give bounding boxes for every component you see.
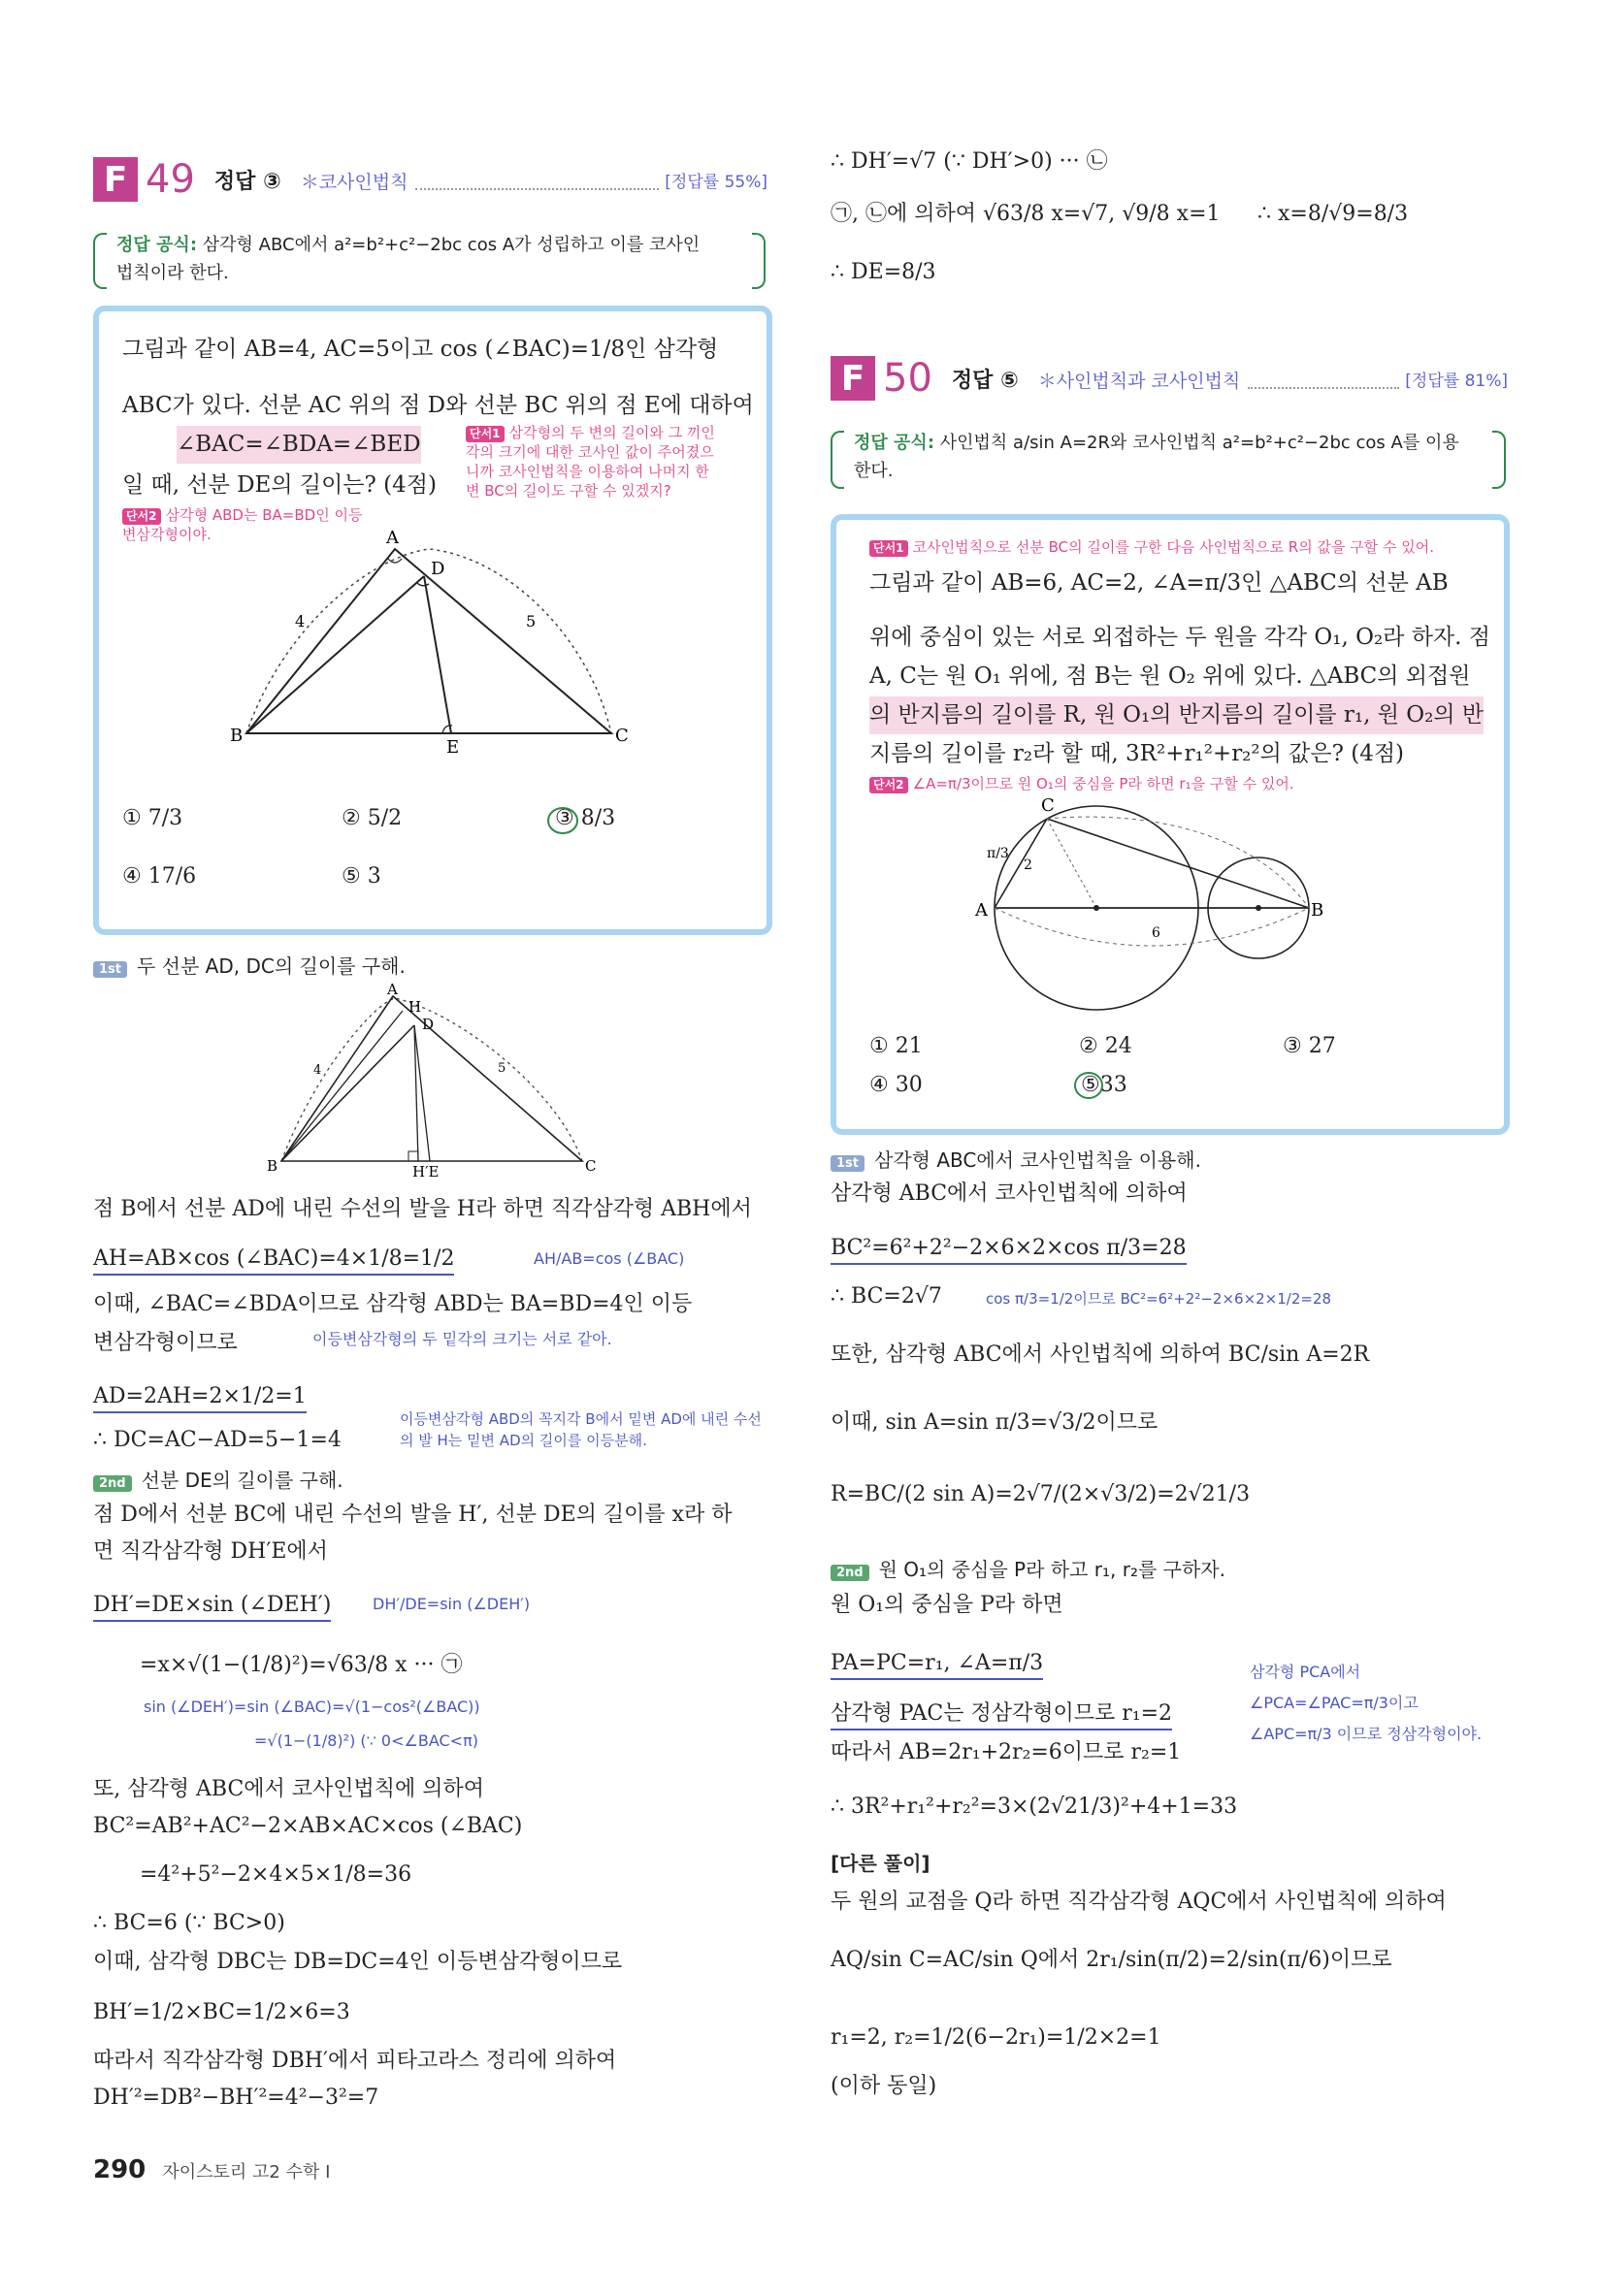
answer-check-mark (1071, 1069, 1110, 1102)
clue-1 (466, 423, 728, 501)
step-tag: 1st (93, 961, 127, 978)
formula-text-2: 법칙이라 한다. (116, 263, 229, 283)
clue-2-text: 삼각형 ABD는 BA=BD인 이등변삼각형이야. (122, 506, 363, 543)
topic-label: ＊코사인법칙 (300, 172, 408, 193)
formula-text: 삼각형 ABC에서 a²=b²+c²−2bc cos A가 성립하고 이를 코사인 (202, 235, 701, 255)
label-angle: π/3 (987, 846, 1009, 861)
clue-2-tag: 단서2 (122, 508, 161, 525)
problem-number: 49 (146, 157, 195, 202)
answer-label: 정답 ③ (213, 170, 281, 194)
question-line-2: ABC가 있다. 선분 AC 위의 점 D와 선분 BC 위의 점 E에 대하여 (122, 393, 754, 418)
solution-line: =4²+5²−2×4×5×1/8=36 (140, 1862, 412, 1887)
solution-line: (이하 동일) (831, 2074, 937, 2098)
solution-line: 또한, 삼각형 ABC에서 사인법칙에 의하여 BC/sin A=2R (831, 1342, 1370, 1367)
clue-1-tag: 단서1 (869, 540, 908, 557)
formula-bracket-right (1492, 431, 1506, 489)
question-line-4: 의 반지름의 길이를 R, 원 O₁의 반지름의 길이를 r₁, 원 O₂의 반 (869, 696, 1484, 734)
formula-text: 사인법칙 a/sin A=2R와 코사인법칙 a²=b²+c²−2bc cos A를 이용 (939, 433, 1459, 453)
label-H-prime-E: H′E (412, 1163, 440, 1180)
solution-line: PA=PC=r₁, ∠A=π/3 (831, 1649, 1043, 1680)
formula-note (854, 429, 1485, 485)
answer-label: 정답 ⑤ (951, 369, 1019, 393)
section-badge: F (93, 157, 138, 202)
page-footer (93, 2155, 330, 2184)
step-text: 삼각형 ABC에서 코사인법칙을 이용해. (874, 1148, 1201, 1172)
solution-line: 점 B에서 선분 AD에 내린 수선의 발을 H라 하면 직각삼각형 ABH에서 (93, 1197, 752, 1221)
question-line-1: 그림과 같이 AB=6, AC=2, ∠A=π/3인 △ABC의 선분 AB (869, 570, 1449, 596)
page-number: 290 (93, 2155, 147, 2184)
label-AC-length: 2 (1024, 857, 1032, 873)
solution-line: 면 직각삼각형 DH′E에서 (93, 1539, 328, 1564)
label-AC-length: 5 (526, 612, 537, 631)
solution-line: 삼각형 PAC는 정삼각형이므로 r₁=2 (831, 1699, 1172, 1730)
step-text: 선분 DE의 길이를 구해. (141, 1469, 343, 1492)
step-tag: 2nd (831, 1565, 869, 1581)
circles-figure-50 (967, 790, 1324, 1003)
solution-line: DH′²=DB²−BH′²=4²−3²=7 (93, 2086, 379, 2110)
solution-line: r₁=2, r₂=1/2(6−2r₁)=1/2×2=1 (831, 2025, 1161, 2050)
side-note: 이등변삼각형의 두 밑각의 크기는 서로 같아. (312, 1330, 612, 1348)
formula-text-2: 한다. (854, 461, 894, 481)
question-line-2: 위에 중심이 있는 서로 외접하는 두 원을 각각 O₁, O₂라 하자. 점 (869, 625, 1490, 650)
solution-line: 또, 삼각형 ABC에서 코사인법칙에 의하여 (93, 1777, 485, 1801)
option-5[interactable]: ⑤33 (1081, 1073, 1127, 1097)
step-tag: 1st (831, 1155, 865, 1172)
solution-line: BC²=6²+2²−2×6×2×cos π/3=28 (831, 1234, 1187, 1265)
label-D: D (431, 559, 445, 579)
solution-line: =x×√(1−(1/8)²)=√63/8 x ··· ㉠ (140, 1653, 463, 1677)
dotted-leader (1248, 387, 1399, 389)
label-A: A (386, 528, 399, 548)
option-4[interactable]: ④ 17/6 (122, 864, 197, 889)
problem-number: 50 (883, 356, 932, 401)
side-note: cos π/3=1/2이므로 BC²=6²+2²−2×6×2×1/2=28 (986, 1290, 1332, 1308)
step-text: 두 선분 AD, DC의 길이를 구해. (137, 954, 406, 978)
step-text: 원 O₁의 중심을 P라 하고 r₁, r₂를 구하자. (878, 1558, 1225, 1581)
solution-line: 이때, 삼각형 DBC는 DB=DC=4인 이등변삼각형이므로 (93, 1950, 623, 1974)
solution-line: ∴ BC=2√7 (831, 1284, 942, 1309)
question-line-3: A, C는 원 O₁ 위에, 점 B는 원 O₂ 위에 있다. △ABC의 외접원 (869, 663, 1471, 689)
solution-line: BH′=1/2×BC=1/2×6=3 (93, 2000, 350, 2024)
label-H: H (408, 998, 422, 1016)
solution-line: ∴ DE=8/3 (831, 260, 936, 284)
option-2[interactable]: ② 5/2 (342, 806, 403, 830)
correct-rate: [정답률 81%] (1405, 372, 1508, 391)
formula-bracket-right (752, 233, 766, 289)
triangle-figure-49-solution (267, 981, 606, 1180)
clue-1 (869, 537, 1471, 557)
label-AC-length: 5 (498, 1061, 506, 1076)
solution-line: ∴ 3R²+r₁²+r₂²=3×(2√21/3)²+4+1=33 (831, 1795, 1238, 1819)
solution-line: ㉠, ㉡에 의하여 √63/8 x=√7, √9/8 x=1 (831, 202, 1221, 226)
step-2nd (831, 1554, 1225, 1582)
section-badge: F (831, 356, 875, 401)
solution-line: 이때, ∠BAC=∠BDA이므로 삼각형 ABD는 BA=BD=4인 이등 (93, 1292, 693, 1316)
solution-line: 삼각형 ABC에서 코사인법칙에 의하여 (831, 1181, 1188, 1206)
label-C: C (1041, 795, 1055, 816)
formula-bracket-left (93, 233, 107, 289)
option-3[interactable]: ③ 8/3 (555, 806, 616, 830)
answer-check-mark (545, 804, 584, 837)
solution-line: 이때, sin A=sin π/3=√3/2이므로 (831, 1410, 1158, 1435)
question-line-1: 그림과 같이 AB=4, AC=5이고 cos (∠BAC)=1/8인 삼각형 (122, 337, 719, 362)
solution-line: ∴ DC=AC−AD=5−1=4 (93, 1428, 342, 1452)
formula-bracket-left (831, 431, 844, 489)
side-note: DH′/DE=sin (∠DEH′) (373, 1595, 531, 1613)
side-note: 삼각형 PCA에서 ∠PCA=∠PAC=π/3이고 ∠APC=π/3 이므로 정삼각형이야. (1250, 1663, 1483, 1743)
label-C: C (585, 1157, 597, 1175)
question-condition: ∠BAC=∠BDA=∠BED (177, 426, 421, 464)
problem-50-box (831, 514, 1510, 1135)
option-1[interactable]: ① 7/3 (122, 806, 183, 830)
question-line-5: 지름의 길이를 r₂라 할 때, 3R²+r₁²+r₂²의 값은? (4점) (869, 741, 1405, 766)
correct-rate: [정답률 55%] (665, 173, 767, 192)
label-B: B (1311, 900, 1324, 921)
solution-line: 따라서 직각삼각형 DBH′에서 피타고라스 정리에 의하여 (93, 2049, 617, 2073)
alt-solution-title: [다른 풀이] (831, 1852, 930, 1875)
label-D: D (422, 1016, 435, 1033)
side-note: sin (∠DEH′)=sin (∠BAC)=√(1−cos²(∠BAC)) (144, 1698, 480, 1716)
question-line-4: 일 때, 선분 DE의 길이는? (4점) (122, 472, 437, 498)
problem-50-header (831, 354, 1508, 401)
step-2nd (93, 1465, 343, 1493)
formula-label: 정답 공식: (854, 433, 935, 453)
book-title: 자이스토리 고2 수학 I (162, 2162, 331, 2183)
formula-note (116, 231, 747, 287)
solution-line: AQ/sin C=AC/sin Q에서 2r₁/sin(π/2)=2/sin(π/6)이므로 (831, 1948, 1392, 1972)
side-note: AH/AB=cos (∠BAC) (534, 1249, 685, 1268)
solution-line: 변삼각형이므로 (93, 1331, 238, 1355)
solution-line: 두 원의 교점을 Q라 하면 직각삼각형 AQC에서 사인법칙에 의하여 (831, 1890, 1447, 1914)
side-note: =√(1−(1/8)²) (∵ 0<∠BAC<π) (254, 1731, 478, 1750)
step-tag: 2nd (93, 1475, 132, 1492)
option-5[interactable]: ⑤ 3 (342, 864, 381, 889)
step-1st (93, 951, 406, 979)
label-A: A (975, 900, 988, 921)
option-3[interactable]: ③ 27 (1283, 1034, 1336, 1058)
option-4[interactable]: ④ 30 (869, 1073, 923, 1097)
dotted-leader (415, 188, 659, 190)
solution-line: R=BC/(2 sin A)=2√7/(2×√3/2)=2√21/3 (831, 1482, 1251, 1506)
solution-line: 점 D에서 선분 BC에 내린 수선의 발을 H′, 선분 DE의 길이를 x라 하 (93, 1503, 733, 1527)
side-note: 이등변삼각형 ABD의 꼭지각 B에서 밑변 AD에 내린 수선의 발 H는 밑변 AD의 길이를 이등분해. (400, 1410, 762, 1449)
label-E: E (446, 737, 460, 758)
label-B: B (230, 726, 244, 746)
step-1st (831, 1145, 1201, 1173)
solution-line: DH′=DE×sin (∠DEH′) (93, 1591, 331, 1622)
problem-49-header (93, 155, 767, 202)
option-2[interactable]: ② 24 (1079, 1034, 1132, 1058)
label-C: C (615, 726, 629, 746)
solution-line: ∴ BC=6 (∵ BC>0) (93, 1911, 285, 1935)
solution-line: AD=2AH=2×1/2=1 (93, 1382, 307, 1413)
option-1[interactable]: ① 21 (869, 1034, 923, 1058)
label-B: B (267, 1157, 278, 1175)
solution-line: BC²=AB²+AC²−2×AB×AC×cos (∠BAC) (93, 1814, 523, 1838)
clue-2-text: ∠A=π/3이므로 원 O₁의 중심을 P라 하면 r₁을 구할 수 있어. (912, 775, 1294, 792)
solution-line: 원 O₁의 중심을 P라 하면 (831, 1593, 1063, 1617)
label-AB-length: 6 (1152, 925, 1160, 941)
solution-line: ∴ DH′=√7 (∵ DH′>0) ··· ㉡ (831, 149, 1108, 174)
label-A: A (387, 981, 398, 998)
label-AB-length: 4 (295, 612, 306, 631)
clue-1-text: 코사인법칙으로 선분 BC의 길이를 구한 다음 사인법칙으로 R의 값을 구할 수 있어. (912, 538, 1434, 556)
triangle-figure-49 (225, 528, 642, 758)
formula-label: 정답 공식: (116, 235, 198, 255)
problem-49-box (93, 306, 772, 935)
clue-1-tag: 단서1 (466, 426, 505, 442)
topic-label: ＊사인법칙과 코사인법칙 (1037, 371, 1241, 392)
clue-1-text: 삼각형의 두 변의 길이와 그 끼인 각의 크기에 대한 코사인 값이 주어졌으니까 코사인법칙을 이용하여 나머지 한 변 BC의 길이도 구할 수 있겠지? (466, 424, 715, 500)
clue-2-tag: 단서2 (869, 777, 908, 793)
solution-line: AH=AB×cos (∠BAC)=4×1/8=1/2 (93, 1245, 454, 1276)
label-AB-length: 4 (313, 1063, 322, 1078)
solution-line: 따라서 AB=2r₁+2r₂=6이므로 r₂=1 (831, 1740, 1182, 1764)
solution-line: ∴ x=8/√9=8/3 (1257, 202, 1409, 226)
